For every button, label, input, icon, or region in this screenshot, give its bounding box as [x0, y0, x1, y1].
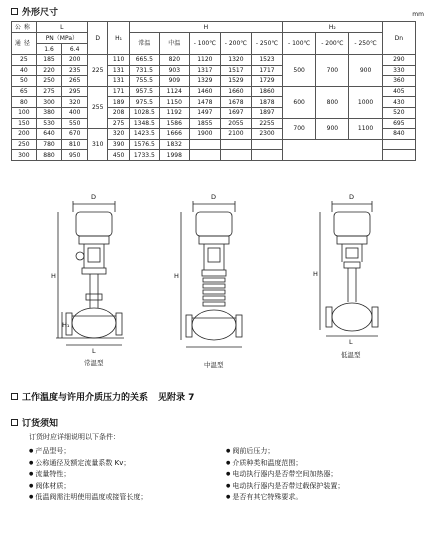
cell-H-normal: 1348.5: [129, 118, 159, 129]
cell-L-pn16: 185: [36, 55, 62, 66]
label-H1-normal: H₁: [62, 321, 70, 329]
table-row: [12, 118, 416, 129]
cell-H-m250: 1523: [251, 55, 282, 66]
cell-H-m200: 1529: [220, 76, 251, 87]
caption-normal-type: 常温型: [84, 359, 104, 367]
cell-D: 255: [88, 86, 108, 128]
cell-H-m200: 1660: [220, 86, 251, 97]
order-list-right: [226, 446, 344, 504]
cell-H-mid: 1832: [159, 139, 189, 150]
header-h-m200: - 200℃: [220, 33, 251, 55]
label-D-normal: D: [91, 193, 97, 201]
cell-L-pn64: 295: [62, 86, 88, 97]
cell-H-mid: 1150: [159, 97, 189, 108]
order-item: ● 阀前后压力；: [226, 446, 344, 458]
checkbox-square-icon: [11, 393, 18, 400]
cell-H2-m100: 700: [283, 118, 316, 139]
cell-L-pn64: 670: [62, 129, 88, 140]
order-item: ● 流量特性；: [29, 469, 147, 481]
cell-nominal: 150: [12, 118, 37, 129]
header-H1: H₁: [108, 22, 129, 55]
header-L: L: [36, 22, 87, 33]
cell-H2-m100: 500: [283, 55, 316, 87]
cell-H-normal: 975.5: [129, 97, 159, 108]
cell-Dn: 360: [382, 76, 415, 87]
valve-drawings: [0, 190, 438, 380]
order-list-left: [29, 446, 147, 504]
cell-H-mid: 909: [159, 76, 189, 87]
label-H-normal: H: [51, 272, 56, 280]
cell-H-m100: 1460: [189, 86, 220, 97]
header-nominal: 公称: [12, 22, 37, 33]
cell-H2-m100: 600: [283, 86, 316, 118]
cell-H-m200: 1678: [220, 97, 251, 108]
cell-L-pn16: 220: [36, 65, 62, 76]
cell-L-pn64: 265: [62, 76, 88, 87]
cell-L-pn16: 780: [36, 139, 62, 150]
cell-Dn: 695: [382, 118, 415, 129]
header-h-mid: 中温: [159, 33, 189, 55]
cell-H2-m200: 800: [316, 86, 349, 118]
cell-H-normal: 1423.5: [129, 129, 159, 140]
cell-Dn: 405: [382, 86, 415, 97]
header-h-normal: 常温: [129, 33, 159, 55]
table-row: [12, 86, 416, 97]
table-row: [12, 139, 416, 150]
cell-H-m200: 1517: [220, 65, 251, 76]
cell-H-normal: 1576.5: [129, 139, 159, 150]
order-item: ● 电动执行器内是否带空间加热器；: [226, 469, 344, 481]
section-title: 外形尺寸: [22, 8, 59, 18]
cell-H-m250: [251, 150, 282, 161]
cell-H2-m250: 1000: [349, 86, 382, 118]
cell-nominal: 40: [12, 65, 37, 76]
order-item: ● 公称通径及额定流量系数 Kv；: [29, 458, 147, 470]
cell-L-pn16: 250: [36, 76, 62, 87]
cell-L-pn64: 235: [62, 65, 88, 76]
cell-H-mid: 903: [159, 65, 189, 76]
cell-H-mid: 820: [159, 55, 189, 66]
order-item: ● 阀体材质；: [29, 481, 147, 493]
header-Dn: Dn: [382, 22, 415, 55]
cell-Dn: 330: [382, 65, 415, 76]
cell-H-normal: 1733.5: [129, 150, 159, 161]
header-H: H: [129, 22, 282, 33]
cell-H1: 131: [108, 65, 129, 76]
cell-H-m100: [189, 139, 220, 150]
cell-H-mid: 1586: [159, 118, 189, 129]
cell-H-m200: 2100: [220, 129, 251, 140]
cell-H-m200: [220, 150, 251, 161]
cell-H-m200: 1697: [220, 107, 251, 118]
cell-H-m100: 1855: [189, 118, 220, 129]
cell-L-pn64: 400: [62, 107, 88, 118]
cell-Dn: 840: [382, 129, 415, 140]
cell-H1: 208: [108, 107, 129, 118]
header-H2: H₂: [283, 22, 383, 33]
cell-H-m250: 1717: [251, 65, 282, 76]
label-D-low: D: [349, 193, 355, 201]
cell-H-mid: 1666: [159, 129, 189, 140]
caption-low-type: 低温型: [341, 351, 361, 359]
label-L-normal: L: [92, 347, 96, 355]
label-D-mid: D: [211, 193, 217, 201]
header-h-m250: - 250℃: [251, 33, 282, 55]
cell-H-m100: 1478: [189, 97, 220, 108]
cell-Dn: [382, 150, 415, 161]
cell-H-m200: [220, 139, 251, 150]
cell-L-pn16: 640: [36, 129, 62, 140]
cell-H-mid: 1998: [159, 150, 189, 161]
cell-L-pn64: 550: [62, 118, 88, 129]
label-H-mid: H: [174, 272, 179, 280]
cell-L-pn64: 810: [62, 139, 88, 150]
cell-nominal: 25: [12, 55, 37, 66]
cell-nominal: 250: [12, 139, 37, 150]
section-dimensions-heading: [11, 5, 58, 18]
cell-H-m250: 1860: [251, 86, 282, 97]
cell-H1: 275: [108, 118, 129, 129]
cell-H1: 171: [108, 86, 129, 97]
relation-reference: 见附录 7: [158, 393, 195, 403]
cell-L-pn64: 320: [62, 97, 88, 108]
cell-H1: 189: [108, 97, 129, 108]
cell-H1: 131: [108, 76, 129, 87]
order-heading: [11, 416, 58, 429]
unit-label: mm: [412, 11, 424, 18]
cell-L-pn16: 380: [36, 107, 62, 118]
cell-H-m100: 1329: [189, 76, 220, 87]
cell-H-mid: 1192: [159, 107, 189, 118]
cell-H-m250: 1729: [251, 76, 282, 87]
relation-heading: [11, 390, 194, 403]
cell-Dn: 290: [382, 55, 415, 66]
cell-L-pn16: 530: [36, 118, 62, 129]
cell-nominal: 50: [12, 76, 37, 87]
table-row: [12, 55, 416, 66]
cell-H-m100: 1120: [189, 55, 220, 66]
cell-H2-m250: 900: [349, 55, 382, 87]
cell-nominal: 200: [12, 129, 37, 140]
checkbox-square-icon: [11, 419, 18, 426]
cell-H-m100: 1497: [189, 107, 220, 118]
cell-H-m250: 1897: [251, 107, 282, 118]
cell-H-m100: [189, 150, 220, 161]
header-h2-m100: - 100℃: [283, 33, 316, 55]
cell-H-m250: [251, 139, 282, 150]
cell-Dn: 520: [382, 107, 415, 118]
order-item: ● 低温阀需注明使用温度或接管长度；: [29, 492, 147, 504]
cell-D: 225: [88, 55, 108, 87]
cell-L-pn16: 275: [36, 86, 62, 97]
cell-H-m200: 1320: [220, 55, 251, 66]
header-h2-m200: - 200℃: [316, 33, 349, 55]
cell-L-pn64: 200: [62, 55, 88, 66]
cell-H-normal: 1028.5: [129, 107, 159, 118]
cell-nominal: 300: [12, 150, 37, 161]
cell-H1: 110: [108, 55, 129, 66]
cell-nominal: 100: [12, 107, 37, 118]
low-type-valve-drawing: [320, 201, 378, 336]
header-PN: PN（MPa）: [36, 33, 87, 44]
cell-L-pn16: 300: [36, 97, 62, 108]
cell-L-pn16: 880: [36, 150, 62, 161]
cell-H2-empty: [283, 139, 383, 160]
dimensions-table: [11, 21, 416, 161]
header-h2-m250: - 250℃: [349, 33, 382, 55]
cell-H-m200: 2055: [220, 118, 251, 129]
cell-nominal: 80: [12, 97, 37, 108]
order-item: ● 电动执行器内是否带过载保护装置；: [226, 481, 344, 493]
header-pn-16: 1.6: [36, 44, 62, 55]
label-L-low: L: [349, 338, 353, 346]
order-item: ● 产品型号；: [29, 446, 147, 458]
cell-D: 310: [88, 129, 108, 161]
cell-H-m250: 2300: [251, 129, 282, 140]
header-D: D: [88, 22, 108, 55]
valve-drawings-svg: [0, 190, 438, 380]
cell-H-m100: 1900: [189, 129, 220, 140]
cell-H1: 320: [108, 129, 129, 140]
order-item: ● 是否有其它特殊要求。: [226, 492, 344, 504]
cell-H2-m200: 900: [316, 118, 349, 139]
cell-H-mid: 1124: [159, 86, 189, 97]
cell-H-normal: 957.5: [129, 86, 159, 97]
cell-H-m250: 2255: [251, 118, 282, 129]
order-title: 订货须知: [22, 419, 59, 429]
cell-H2-m200: 700: [316, 55, 349, 87]
label-H-low: H: [313, 270, 318, 278]
cell-H2-m250: 1100: [349, 118, 382, 139]
relation-title: 工作温度与许用介质压力的关系: [22, 393, 149, 403]
mid-type-valve-drawing: [181, 201, 242, 347]
cell-H-m250: 1878: [251, 97, 282, 108]
cell-nominal: 65: [12, 86, 37, 97]
cell-H-normal: 731.5: [129, 65, 159, 76]
cell-H-normal: 755.5: [129, 76, 159, 87]
header-nominal-2: 通径: [12, 33, 37, 55]
cell-L-pn64: 950: [62, 150, 88, 161]
header-h-m100: - 100℃: [189, 33, 220, 55]
cell-H1: 390: [108, 139, 129, 150]
checkbox-square-icon: [11, 8, 18, 15]
order-intro: 订货时应详细说明以下条件：: [29, 433, 120, 441]
order-item: ● 介质种类和温度范围；: [226, 458, 344, 470]
caption-mid-type: 中温型: [204, 361, 224, 369]
cell-H-normal: 665.5: [129, 55, 159, 66]
cell-H1: 450: [108, 150, 129, 161]
cell-Dn: [382, 139, 415, 150]
header-pn-64: 6.4: [62, 44, 88, 55]
cell-Dn: 430: [382, 97, 415, 108]
cell-H-m100: 1317: [189, 65, 220, 76]
